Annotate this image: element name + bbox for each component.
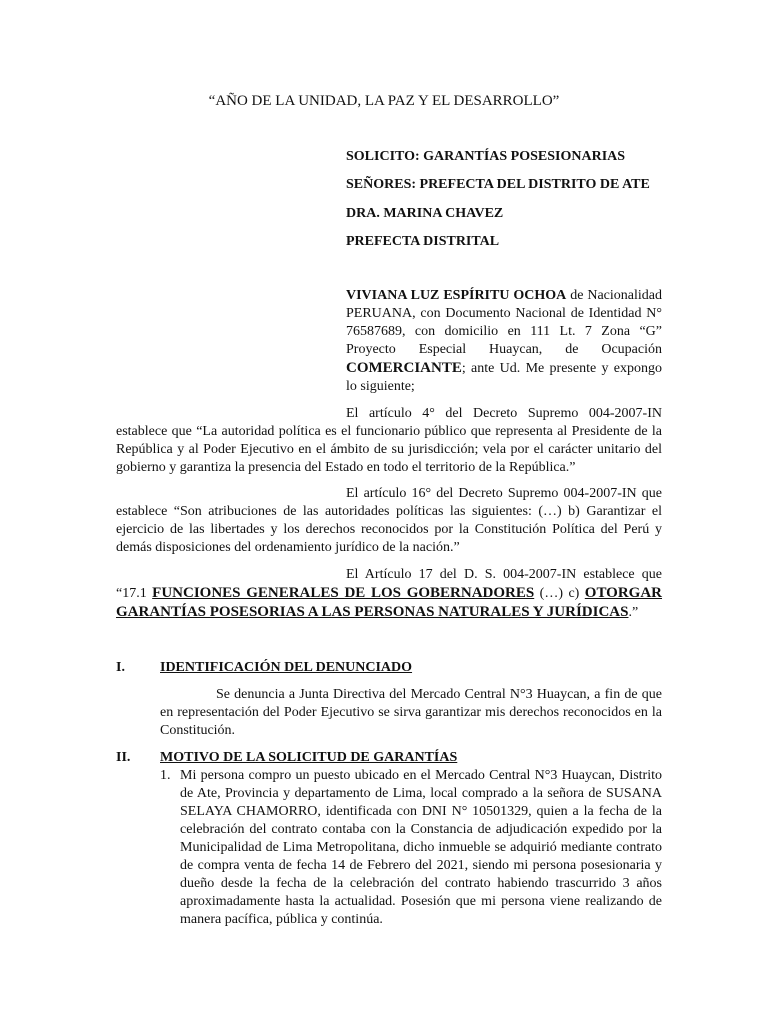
addressee-title: PREFECTA DISTRITAL — [346, 234, 500, 249]
article-17-intro: El Artículo 17 del D. S. 004-2007-IN establece que “17.1 — [116, 567, 662, 601]
petitioner-name: VIVIANA LUZ ESPÍRITU OCHOA — [346, 288, 567, 303]
petitioner-text-2: ; ante Ud. Me presente y expongo lo siguiente; — [346, 361, 662, 394]
petitioner-text-1: de Nacionalidad PERUANA, con Documento Nacional de Identidad N° 76587689, con domicilio en 111 Lt. 7 Zona “G” Proyecto Especial Huaycan, de Ocupación — [346, 288, 662, 357]
list-item-number: 1. — [160, 768, 171, 783]
addressee-line: SEÑORES: PREFECTA DEL DISTRITO DE ATE — [346, 177, 650, 192]
section-2-number: II. — [116, 750, 131, 765]
paragraph-article-4 — [116, 405, 662, 477]
article-17-guarantees: OTORGAR GARANTÍAS POSESORIAS A LAS PERSONAS NATURALES Y JURÍDICAS — [116, 585, 663, 620]
petitioner-intro — [346, 287, 662, 396]
year-motto: “AÑO DE LA UNIDAD, LA PAZ Y EL DESARROLLO” — [208, 93, 560, 109]
request-subject: SOLICITO: GARANTÍAS POSESIONARIAS — [346, 149, 626, 164]
paragraph-article-16 — [116, 485, 662, 557]
section-1-body-text: Se denuncia a Junta Directiva del Mercado Central N°3 Huaycan, a fin de que en representación del Poder Ejecutivo se sirva garantizar mis derechos reconocidos en la Constitución. — [160, 687, 662, 738]
section-1-number: I. — [116, 660, 125, 675]
article-17-functions: FUNCIONES GENERALES DE LOS GOBERNADORES — [152, 585, 535, 601]
paragraph-article-16-text: El artículo 16° del Decreto Supremo 004-2007-IN que establece “Son atribuciones de las autoridades políticas las siguientes: (…) b) Garantizar el ejercicio de las libertades y los derechos reconocidos por la Constitución Política del Perú y demás disposiciones del ordenamiento jurídico de la nación.” — [116, 486, 662, 555]
section-2-title: MOTIVO DE LA SOLICITUD DE GARANTÍAS — [160, 750, 458, 765]
addressee-name: DRA. MARINA CHAVEZ — [346, 206, 504, 221]
section-1-body — [160, 686, 662, 740]
article-17-end: .” — [628, 605, 639, 620]
petitioner-occupation: COMERCIANTE — [346, 360, 462, 376]
section-1-title: IDENTIFICACIÓN DEL DENUNCIADO — [160, 660, 413, 675]
paragraph-article-17 — [116, 566, 662, 622]
list-item: Mi persona compro un puesto ubicado en el Mercado Central N°3 Huaycan, Distrito de Ate, Provincia y departamento de Lima, local comprado a la señora de SUSANA SELAYA CHAMORRO, identificada con DNI N° 10501329, quien a la fecha de la celebración del contrato contaba con la Constancia de adjudicación expedido por la Municipalidad de Lima Metropolitana, dicho inmueble se adquirió mediante contrato de compra venta de fecha 14 de Febrero del 2021, siendo mi persona posesionaria y dueño desde la fecha de la celebración del contrato habiendo trascurrido 3 años aproximadamente hasta la actualidad. Posesión que mi persona viene realizando de manera pacífica, pública y continúa. — [180, 768, 662, 927]
article-17-mid: (…) c) — [534, 586, 585, 601]
paragraph-article-4-text: El artículo 4° del Decreto Supremo 004-2007-IN establece que “La autoridad política es el funcionario público que representa al Presidente de la República y al Poder Ejecutivo en el ámbito de su jurisdicción; vela por el carácter unitario del gobierno y garantiza la presencia del Estado en todo el territorio de la República.” — [116, 406, 662, 475]
